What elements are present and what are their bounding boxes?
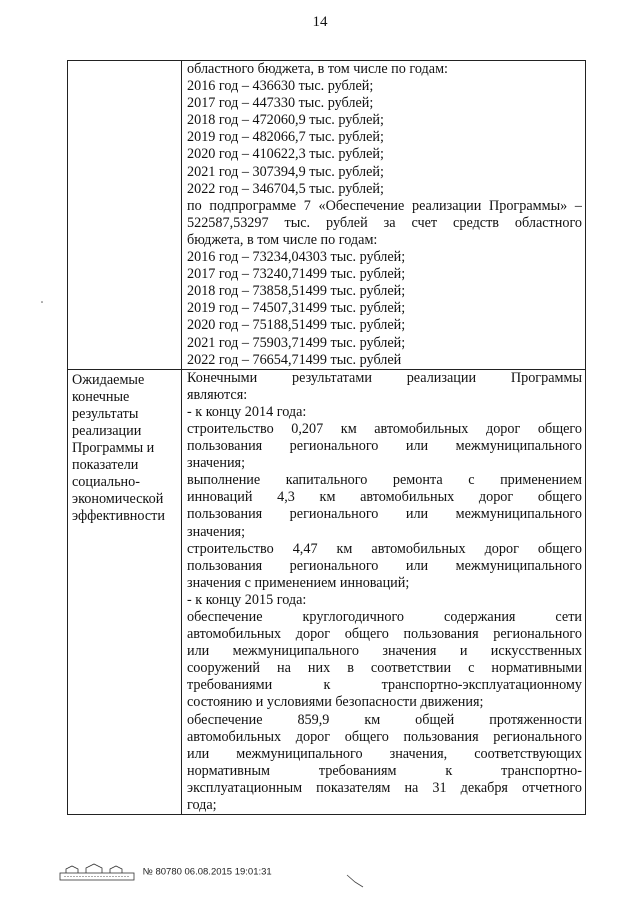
program-passport-table (67, 60, 586, 815)
text-line: бюджета, в том числе по годам: (187, 231, 378, 248)
text-line: 2018 год – 73858,51499 тыс. рублей; (187, 283, 406, 300)
text-line: значения; (187, 455, 246, 472)
text-line: строительство 0,207 км автомобильных дорог общего (187, 420, 582, 437)
scan-artifact (345, 873, 367, 889)
text-line: или межмуниципального значения и искусственных (187, 643, 582, 660)
text-line: 2017 год – 73240,71499 тыс. рублей; (187, 266, 406, 283)
text-line: областного бюджета, в том числе по годам: (187, 61, 448, 77)
text-line: пользования регионального или межмуниципального (187, 557, 582, 574)
text-line: 2016 год – 436630 тыс. рублей; (187, 78, 374, 95)
text-line: значения с применением инноваций; (187, 574, 410, 591)
label-line: экономической (72, 491, 164, 508)
expected-results-label (68, 370, 181, 526)
text-line: 2017 год – 447330 тыс. рублей; (187, 95, 374, 112)
text-line: 2019 год – 482066,7 тыс. рублей; (187, 129, 384, 146)
text-line: обеспечение круглогодичного содержания сети (187, 609, 582, 625)
text-line: года; (187, 797, 217, 814)
text-line: значения; (187, 523, 246, 540)
text-line: - к концу 2015 года: (187, 591, 307, 608)
text-line: нормативным требованиям к транспортно- (187, 762, 582, 779)
text-line: состоянию и условиями безопасности движения; (187, 694, 484, 711)
label-line: Программы и (72, 440, 155, 457)
text-line: 2016 год – 73234,04303 тыс. рублей; (187, 249, 406, 266)
document-footer (58, 862, 272, 882)
text-line: пользования регионального или межмуниципального (187, 438, 582, 455)
expected-results-text (182, 370, 585, 814)
text-line: 2022 год – 346704,5 тыс. рублей; (187, 180, 384, 197)
page-number: 14 (312, 14, 328, 30)
text-line: требованиями к транспортно-эксплуатационному (187, 677, 582, 694)
text-line: по подпрограмме 7 «Обеспечение реализации Программы» – (187, 197, 582, 214)
row-content-cell (182, 369, 586, 814)
funding-by-years-text (182, 61, 585, 369)
label-line: результаты (72, 405, 139, 422)
text-line: выполнение капитального ремонта с применением (187, 472, 582, 489)
text-line: 2022 год – 76654,71499 тыс. рублей (187, 351, 402, 368)
table-row (68, 369, 586, 814)
registry-stamp-logo-icon (58, 862, 136, 882)
text-line: - к концу 2014 года: (187, 403, 307, 420)
label-line: конечные (72, 388, 130, 405)
table-row (68, 61, 586, 370)
text-line: обеспечение 859,9 км общей протяженности (187, 711, 582, 728)
label-line: Ожидаемые (72, 371, 145, 388)
text-line: 2020 год – 410622,3 тыс. рублей; (187, 146, 384, 163)
row-label-cell (68, 369, 182, 814)
text-line: Конечными результатами реализации Программы (187, 369, 582, 386)
registration-stamp: № 80780 06.08.2015 19:01:31 (142, 866, 272, 878)
text-line: инноваций 4,3 км автомобильных дорог общего (187, 489, 582, 506)
row-label (68, 61, 181, 63)
text-line: эксплуатационным показателям на 31 декабря отчетного (187, 779, 582, 796)
text-line: 522587,53297 тыс. рублей за счет средств областного (187, 214, 582, 231)
scan-artifact (40, 300, 44, 304)
text-line: или межмуниципального значения, соответствующих (187, 745, 582, 762)
text-line: автомобильных дорог общего пользования регионального (187, 728, 582, 745)
text-line: 2020 год – 75188,51499 тыс. рублей; (187, 317, 406, 334)
row-label-cell (68, 61, 182, 370)
row-content-cell (182, 61, 586, 370)
label-line: реализации (72, 422, 142, 439)
text-line: 2018 год – 472060,9 тыс. рублей; (187, 112, 384, 129)
label-line: показатели (72, 457, 139, 474)
text-line: сооружений на них в соответствии с нормативными (187, 660, 582, 677)
text-line: 2021 год – 307394,9 тыс. рублей; (187, 163, 384, 180)
text-line: 2019 год – 74507,31499 тыс. рублей; (187, 300, 406, 317)
text-line: пользования регионального или межмуниципального (187, 506, 582, 523)
label-line: социально- (72, 474, 140, 491)
label-line: эффективности (72, 508, 165, 525)
text-line: строительство 4,47 км автомобильных дорог общего (187, 540, 582, 557)
text-line: 2021 год – 75903,71499 тыс. рублей; (187, 334, 406, 351)
text-line: автомобильных дорог общего пользования регионального (187, 626, 582, 643)
text-line: являются: (187, 386, 248, 403)
